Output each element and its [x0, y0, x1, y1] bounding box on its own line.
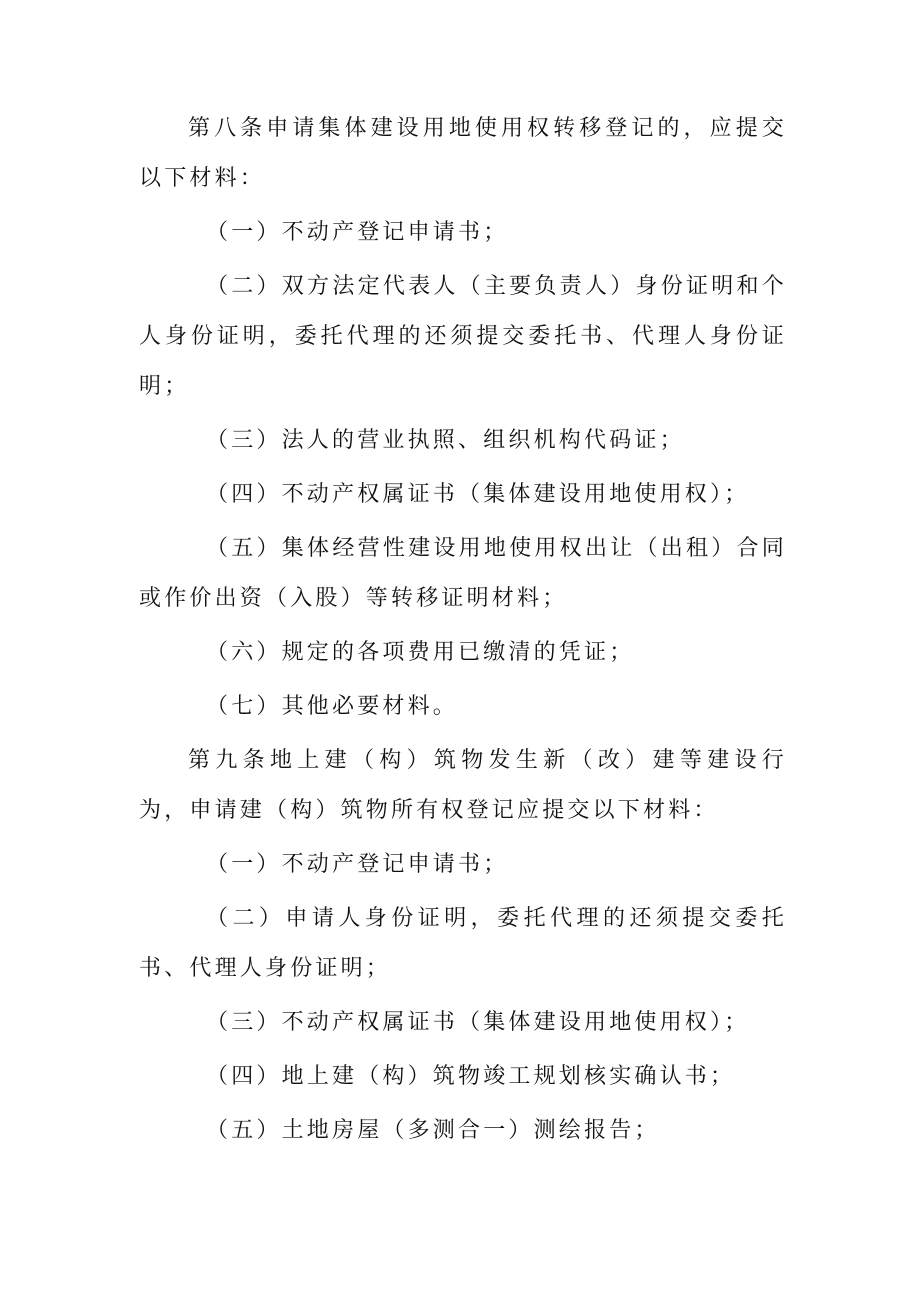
- article-8-item-6: （六）规定的各项费用已缴清的凭证；: [206, 640, 635, 665]
- article-8-item-4: （四）不动产权属证书（集体建设用地使用权）；: [206, 482, 750, 507]
- article-9-item-5: （五）土地房屋（多测合一）测绘报告；: [206, 1118, 660, 1143]
- article-9-item-4: （四）地上建（构）筑物竣工规划核实确认书；: [206, 1064, 736, 1089]
- article-9-heading: 第九条地上建（构）筑物发生新（改）建等建设行为，申请建（构）筑物所有权登记应提交以下材料：: [139, 748, 787, 823]
- article-8-item-7: （七）其他必要材料。: [206, 694, 459, 719]
- article-9-item-2: （二）申请人身份证明，委托代理的还须提交委托书、代理人身份证明；: [139, 906, 787, 981]
- article-8-item-5: （五）集体经营性建设用地使用权出让（出租）合同或作价出资（入股）等转移证明材料；: [139, 536, 787, 611]
- article-8-item-3: （三）法人的营业执照、组织机构代码证；: [206, 428, 685, 453]
- article-8-item-1: （一）不动产登记申请书；: [206, 220, 509, 245]
- article-8-heading: 第八条申请集体建设用地使用权转移登记的，应提交以下材料：: [139, 116, 787, 191]
- article-9-item-1: （一）不动产登记申请书；: [206, 852, 509, 877]
- article-9-item-3: （三）不动产权属证书（集体建设用地使用权）；: [206, 1010, 750, 1035]
- article-8-item-2: （二）双方法定代表人（主要负责人）身份证明和个人身份证明，委托代理的还须提交委托书、代理人身份证明；: [139, 274, 787, 399]
- document-body: [139, 104, 787, 1156]
